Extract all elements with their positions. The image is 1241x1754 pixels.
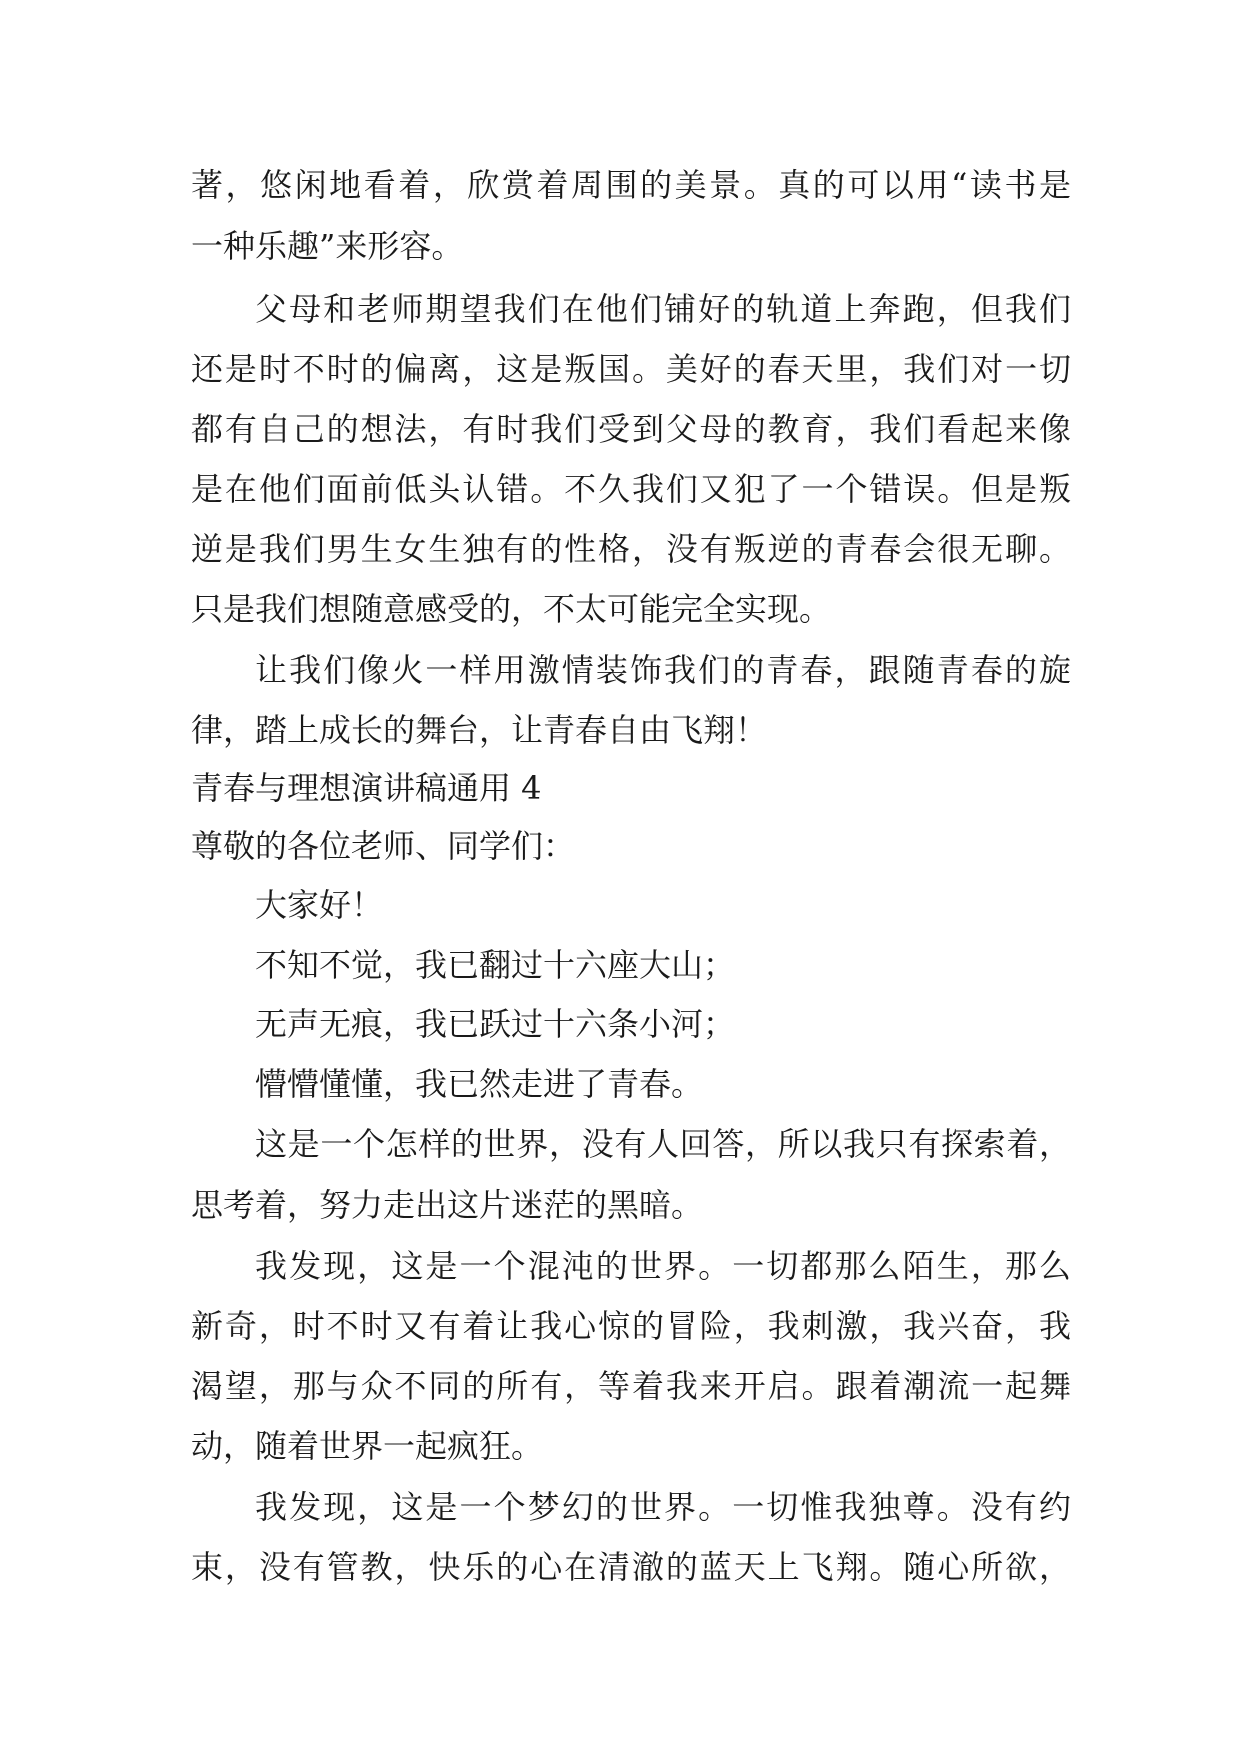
text-line: 渴望，那与众不同的所有，等着我来开启。跟着潮流一起舞 bbox=[191, 1367, 1071, 1405]
text-line: 不知不觉，我已翻过十六座大山； bbox=[255, 946, 736, 984]
text-line: 新奇，时不时又有着让我心惊的冒险，我刺激，我兴奋，我 bbox=[191, 1307, 1071, 1345]
text-line: 大家好！ bbox=[255, 886, 384, 924]
text-line: 我发现，这是一个混沌的世界。一切都那么陌生，那么 bbox=[255, 1247, 1071, 1285]
text-line: 束，没有管教，快乐的心在清澈的蓝天上飞翔。随心所欲， bbox=[191, 1548, 1071, 1586]
section-heading: 青春与理想演讲稿通用 4 bbox=[191, 769, 542, 807]
salutation: 尊敬的各位老师、同学们： bbox=[191, 827, 576, 865]
text-line: 我发现，这是一个梦幻的世界。一切惟我独尊。没有约 bbox=[255, 1488, 1071, 1526]
text-line: 动，随着世界一起疯狂。 bbox=[191, 1427, 544, 1465]
text-line: 逆是我们男生女生独有的性格，没有叛逆的青春会很无聊。 bbox=[191, 530, 1071, 568]
text-line: 父母和老师期望我们在他们铺好的轨道上奔跑，但我们 bbox=[255, 290, 1071, 328]
text-line: 是在他们面前低头认错。不久我们又犯了一个错误。但是叛 bbox=[191, 470, 1071, 508]
text-line: 一种乐趣”来形容。 bbox=[191, 227, 464, 265]
text-line: 懵懵懂懂，我已然走进了青春。 bbox=[255, 1065, 704, 1103]
text-line: 思考着，努力走出这片迷茫的黑暗。 bbox=[191, 1186, 704, 1224]
text-line: 只是我们想随意感受的，不太可能完全实现。 bbox=[191, 590, 832, 628]
text-line: 都有自己的想法，有时我们受到父母的教育，我们看起来像 bbox=[191, 410, 1071, 448]
text-line: 这是一个怎样的世界，没有人回答，所以我只有探索着， bbox=[255, 1125, 1071, 1163]
text-line: 让我们像火一样用激情装饰我们的青春，跟随青春的旋 bbox=[255, 651, 1071, 689]
text-line: 还是时不时的偏离，这是叛国。美好的春天里，我们对一切 bbox=[191, 350, 1071, 388]
text-line: 无声无痕，我已跃过十六条小河； bbox=[255, 1005, 736, 1043]
text-line: 律，踏上成长的舞台，让青春自由飞翔！ bbox=[191, 711, 768, 749]
text-line: 著，悠闲地看着，欣赏着周围的美景。真的可以用“读书是 bbox=[191, 166, 1071, 204]
